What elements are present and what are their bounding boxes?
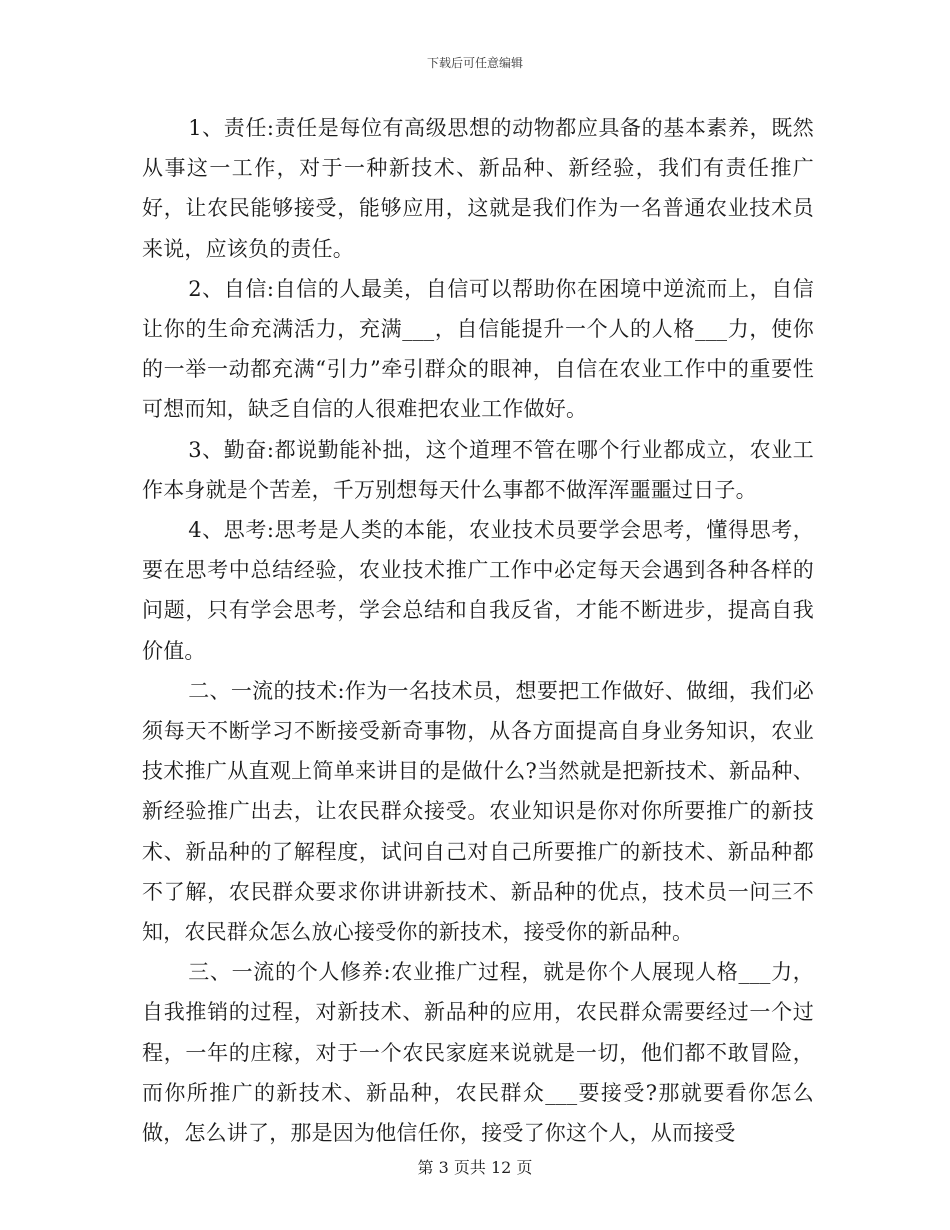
- page-footer: 第 3 页共 12 页: [417, 1158, 533, 1177]
- paragraph-personal-cultivation: 三、一流的个人修养:农业推广过程，就是你个人展现人格___力，自我推销的过程，对新技术、新品种的应用，农民群众需要经过一个过程，一年的庄稼，对于一个农民家庭来说就是一切，他们都不敢冒险，而你所推广的新技术、新品种，农民群众___要接受?那就要看你怎么做，怎么讲了，那是因为他信任你，接受了你这个人，从而接受: [142, 960, 814, 1146]
- paragraph-confidence: 2、自信:自信的人最美，自信可以帮助你在困境中逆流而上，自信让你的生命充满活力，充满___，自信能提升一个人的人格___力，使你的一举一动都充满“引力”牵引群众的眼神，自信在农业工作中的重要性可想而知，缺乏自信的人很难把农业工作做好。: [142, 276, 814, 422]
- paragraph-thinking: 4、思考:思考是人类的本能，农业技术员要学会思考，懂得思考，要在思考中总结经验，农业技术推广工作中必定每天会遇到各种各样的问题，只有学会思考，学会总结和自我反省，才能不断进步，提高自我价值。: [142, 518, 814, 663]
- paragraph-diligence: 3、勤奋:都说勤能补拙，这个道理不管在哪个行业都成立，农业工作本身就是个苦差，千万别想每天什么事都不做浑浑噩噩过日子。: [142, 437, 814, 502]
- document-body: [142, 108, 814, 1153]
- paragraph-first-class-technique: 二、一流的技术:作为一名技术员，想要把工作做好、做细，我们必须每天不断学习不断接受新奇事物，从各方面提高自身业务知识，农业技术推广从直观上简单来讲目的是做什么?当然就是把新技术、新品种、新经验推广出去，让农民群众接受。农业知识是你对你所要推广的新技术、新品种的了解程度，试问自己对自己所要推广的新技术、新品种都不了解，农民群众要求你讲讲新技术、新品种的优点，技术员一问三不知，农民群众怎么放心接受你的新技术，接受你的新品种。: [142, 678, 814, 945]
- page-header: 下载后可任意编辑: [426, 56, 523, 70]
- paragraph-responsibility: 1、责任:责任是每位有高级思想的动物都应具备的基本素养，既然从事这一工作，对于一种新技术、新品种、新经验，我们有责任推广好，让农民能够接受，能够应用，这就是我们作为一名普通农业技术员来说，应该负的责任。: [142, 116, 814, 261]
